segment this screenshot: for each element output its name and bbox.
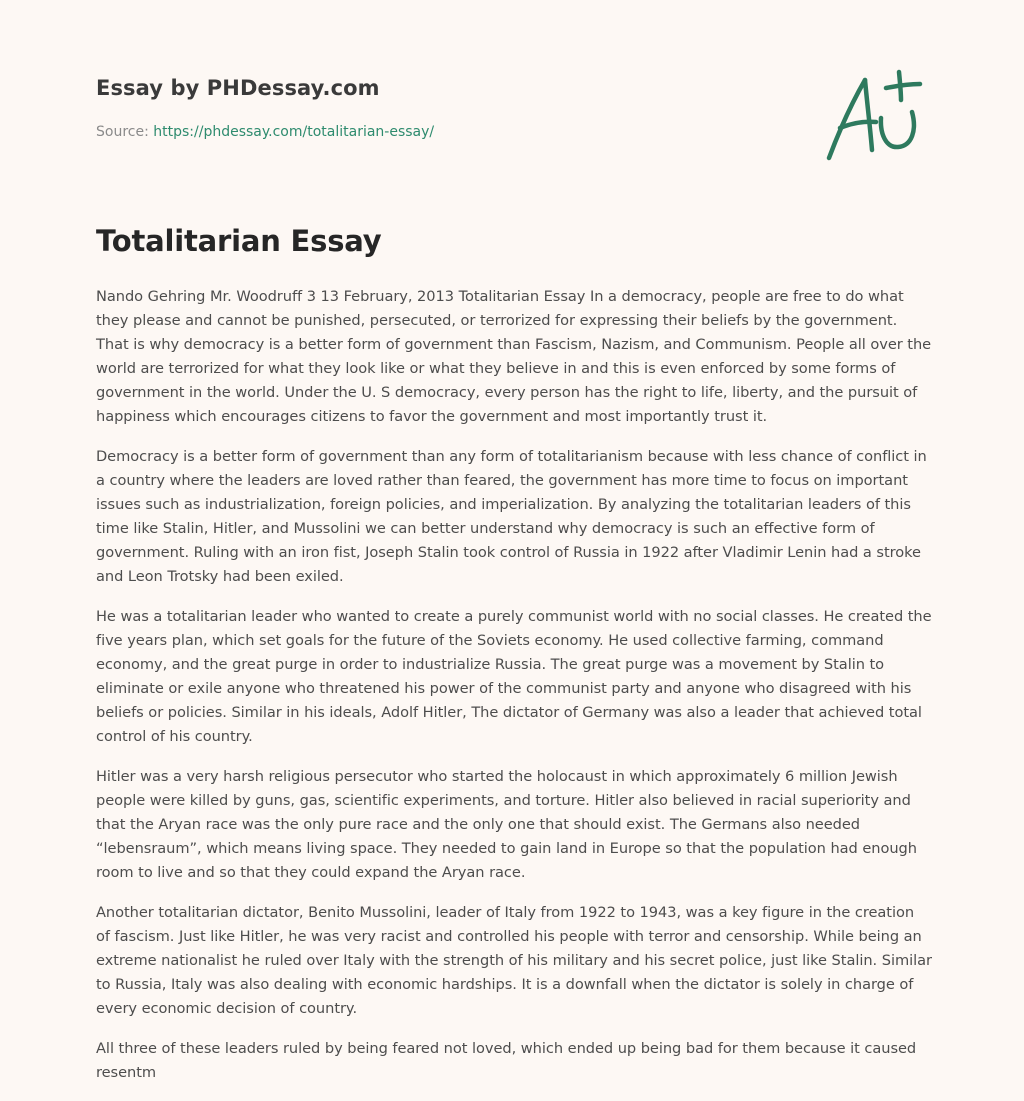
essay-paragraph-3: He was a totalitarian leader who wanted to create a purely communist world with no social classes. He created the five years plan, which set goals for the future of the Soviets economy. He used collective farming, command economy, and the great purge in order to industrialize Russia. The great purge was a movement by Stalin to eliminate or exile anyone who threatened his power of the communist party and anyone who disagreed with his beliefs or policies. Similar in his ideals, Adolf Hitler, The dictator of Germany was also a leader that achieved total control of his country.	[96, 608, 932, 745]
essay-title: Totalitarian Essay	[96, 224, 382, 258]
essay-paragraph-1: Nando Gehring Mr. Woodruff 3 13 February, 2013 Totalitarian Essay In a democracy, people are free to do what they please and cannot be punished, persecuted, or terrorized for expressing their beliefs by the government. That is why democracy is a better form of government than Fascism, Nazism, and Communism. People all over the world are terrorized for what they look like or what they believe in and this is even enforced by some forms of government in the world. Under the U. S democracy, every person has the right to life, liberty, and the pursuit of happiness which encourages citizens to favor the government and most importantly trust it.	[96, 288, 932, 425]
essay-paragraph-4: Hitler was a very harsh religious persecutor who started the holocaust in which approximately 6 million Jewish people were killed by guns, gas, scientific experiments, and torture. Hitler also believed in racial superiority and that the Aryan race was the only pure race and the only one that should exist. The Germans also needed “lebensraum”, which means living space. They needed to gain land in Europe so that the population had enough room to live and so that they could expand the Aryan race.	[96, 768, 917, 881]
essay-paragraph-2: Democracy is a better form of government than any form of totalitarianism because with less chance of conflict in a country where the leaders are loved rather than feared, the government has more time to focus on important issues such as industrialization, foreign policies, and imperialization. By analyzing the totalitarian leaders of this time like Stalin, Hitler, and Mussolini we can better understand why democracy is such an effective form of government. Ruling with an iron fist, Joseph Stalin took control of Russia in 1922 after Vladimir Lenin had a stroke and Leon Trotsky had been exiled.	[96, 448, 927, 585]
essay-paragraph-5: Another totalitarian dictator, Benito Mussolini, leader of Italy from 1922 to 1943, was a key figure in the creation of fascism. Just like Hitler, he was very racist and controlled his people with terror and censorship. While being an extreme nationalist he ruled over Italy with the strength of his military and his secret police, just like Stalin. Similar to Russia, Italy was also dealing with economic hardships. It is a downfall when the dictator is solely in charge of every economic decision of country.	[96, 904, 932, 1017]
source-line	[96, 124, 434, 140]
source-link[interactable]: https://phdessay.com/totalitarian-essay/	[153, 124, 435, 140]
essay-body	[96, 285, 932, 1101]
source-label: Source:	[96, 124, 154, 140]
a-plus-logo-icon	[820, 68, 930, 166]
site-title: Essay by PHDessay.com	[96, 76, 380, 100]
essay-paragraph-6: All three of these leaders ruled by being feared not loved, which ended up being bad for them because it caused resentm	[96, 1040, 917, 1081]
